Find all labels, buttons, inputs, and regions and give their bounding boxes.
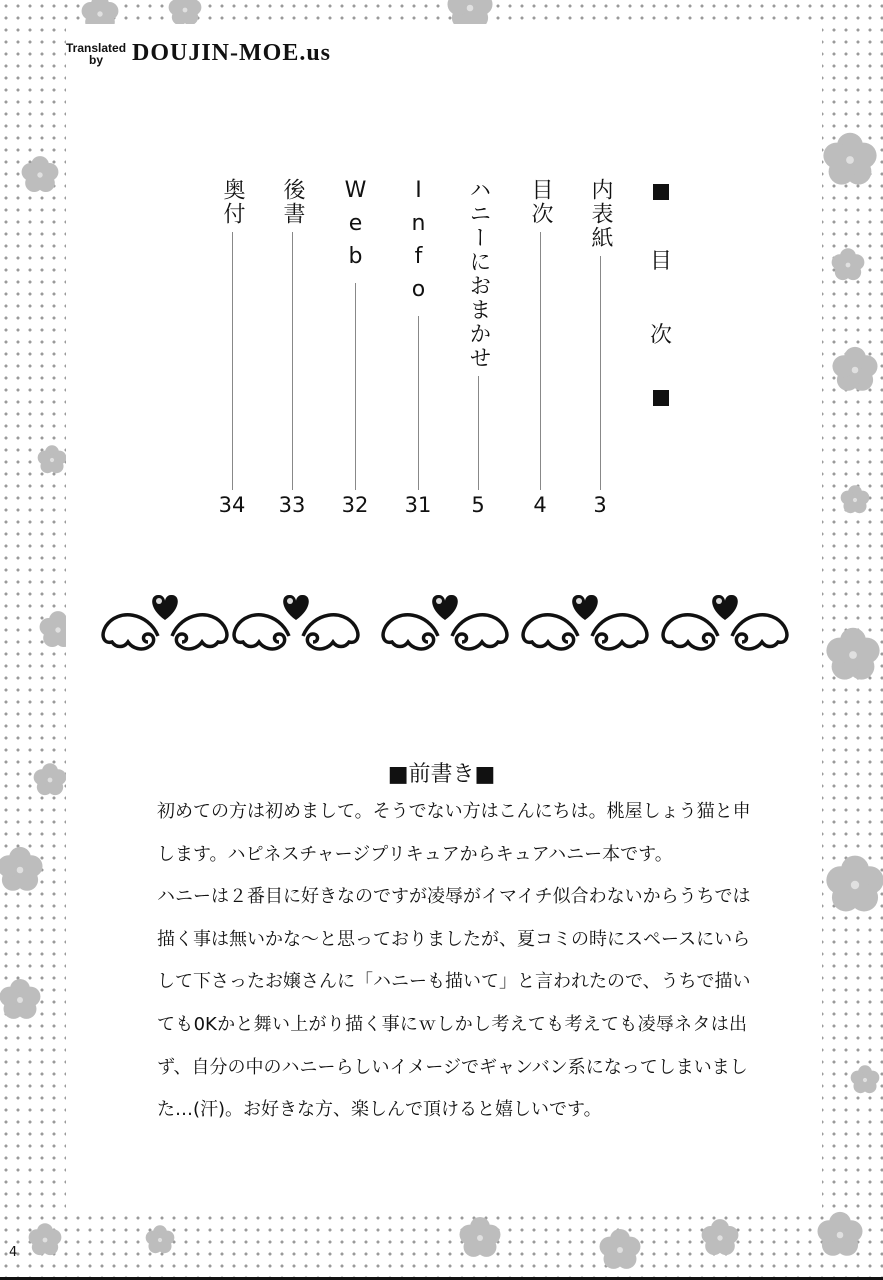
toc-entry-page: 33 (278, 493, 306, 517)
toc-entry (525, 178, 555, 490)
toc-entry-page: 31 (404, 493, 432, 517)
flower-icon (823, 133, 876, 185)
leader-line (232, 232, 233, 490)
toc-entry-title: 内表紙 (588, 178, 613, 250)
toc-entry-title: Web (343, 178, 368, 277)
preface-line: して下さったお嬢さんに「ハニーも描いて」と言われたので、うちで描い (157, 971, 751, 993)
toc-entry (585, 178, 615, 490)
toc-heading-char: 次 (649, 323, 672, 348)
winged-heart-icon (229, 590, 363, 660)
toc-entry (463, 178, 493, 490)
preface-line: 初めての方は初めまして。そうでない方はこんにちは。桃屋しょう猫と申 (157, 801, 751, 822)
flower-icon (832, 248, 865, 280)
flower-icon (832, 347, 877, 391)
square-bullet-icon (653, 184, 669, 200)
toc-heading-char: 目 (649, 249, 672, 274)
preface-line: ハニーは２番目に好きなのですが凌辱がイマイチ似合わないからうちでは (157, 886, 751, 908)
translator-credit (66, 40, 331, 67)
leader-line (540, 232, 541, 490)
flower-icon (169, 0, 202, 25)
toc-entry (277, 178, 307, 490)
leader-line (478, 376, 479, 490)
preface-line: た…(汗)。お好きな方、楽しんで頂けると嬉しいです。 (157, 1099, 602, 1121)
flower-icon (146, 1225, 175, 1253)
toc-entry (217, 178, 247, 490)
flower-icon (826, 856, 883, 912)
flower-icon (38, 445, 67, 473)
toc-entry-title: Info (406, 178, 431, 310)
winged-heart-icon (658, 590, 792, 660)
toc-entry-page: 4 (533, 493, 547, 517)
flower-icon (0, 847, 43, 891)
flower-icon (22, 156, 59, 192)
toc-entry-title: 奥付 (220, 178, 245, 226)
page-number: 4 (9, 1245, 18, 1260)
toc-entry-page: 32 (341, 493, 369, 517)
toc-entry-page: 5 (471, 493, 485, 517)
flower-icon (460, 1217, 501, 1257)
leader-line (355, 283, 356, 490)
toc-entry (340, 178, 370, 490)
flower-icon (29, 1223, 62, 1255)
flower-icon (851, 1065, 880, 1093)
winged-heart-icon (98, 590, 232, 660)
preface-line: 描く事は無いかな～と思っておりましたが、夏コミの時にスペースにいら (157, 928, 751, 950)
preface-line: ても0Kかと舞い上がり描く事にｗしかし考えても考えても凌辱ネタは出 (157, 1013, 747, 1035)
flower-icon (600, 1229, 641, 1269)
leader-line (600, 256, 601, 490)
preface-line: します。ハピネスチャージプリキュアからキュアハニー本です。 (157, 843, 673, 865)
toc-entry-title: 目次 (528, 178, 553, 226)
winged-heart-icon (518, 590, 652, 660)
translated-by-label: Translated by (66, 40, 127, 67)
square-bullet-icon (653, 390, 669, 406)
translator-logo: DOUJIN-MOE.us (132, 40, 332, 66)
flower-icon (826, 628, 879, 680)
toc-entry-title: ハニーにおまかせ (466, 178, 491, 370)
leader-line (292, 232, 293, 490)
preface-title: ■前書き■ (387, 762, 496, 787)
preface-line: ず、自分の中のハニーらしいイメージでギャンバン系になってしまいまし (157, 1056, 748, 1078)
flower-icon (817, 1212, 862, 1256)
toc-entry-title: 後書 (280, 178, 305, 226)
winged-heart-icon (378, 590, 512, 660)
toc-entry-page: 3 (593, 493, 607, 517)
leader-line (418, 316, 419, 490)
flower-icon (0, 979, 40, 1019)
preface-body (157, 798, 751, 1139)
flower-icon (702, 1219, 739, 1255)
toc-entry-page: 34 (218, 493, 246, 517)
toc-entry (403, 178, 433, 490)
flower-icon (841, 485, 870, 513)
